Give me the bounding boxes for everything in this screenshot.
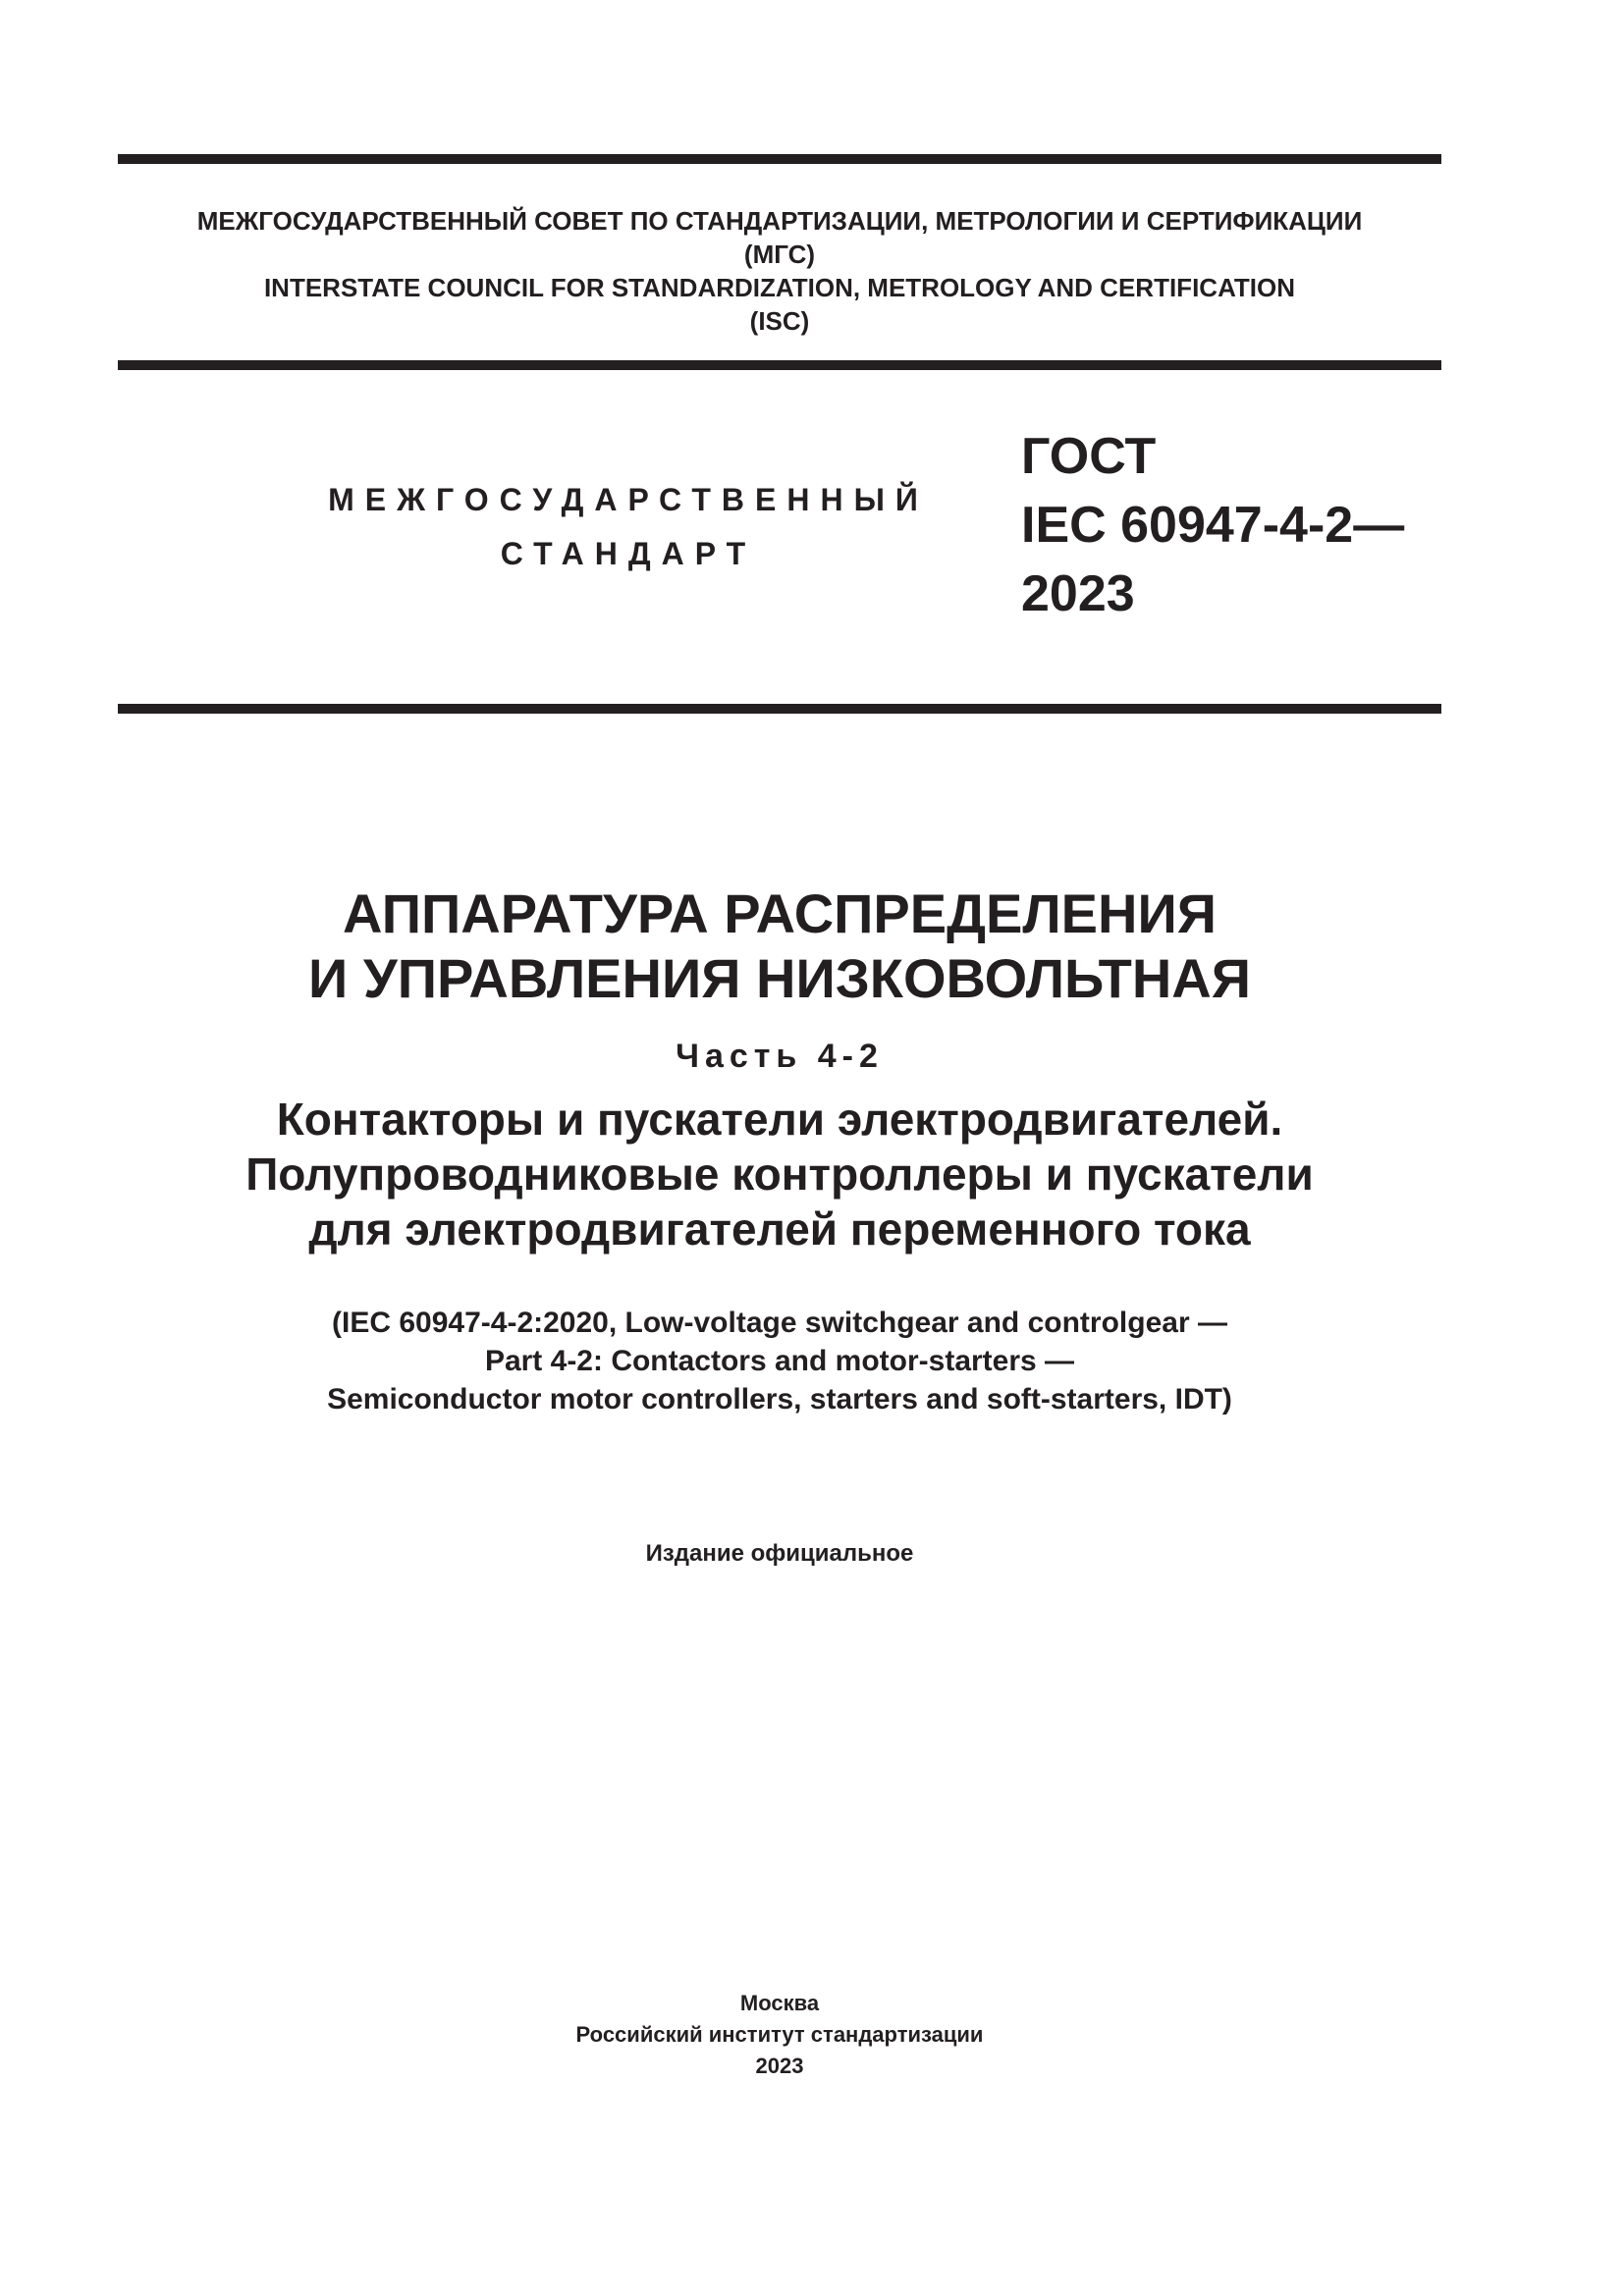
imprint-year: 2023 — [755, 2054, 804, 2078]
title-line1: АППАРАТУРА РАСПРЕДЕЛЕНИЯ — [343, 882, 1217, 944]
council-name-en: INTERSTATE COUNCIL FOR STANDARDIZATION, METROLOGY AND CERTIFICATION — [263, 273, 1296, 302]
council-abbr-en: (ISC) — [749, 306, 810, 336]
standard-kind — [285, 473, 972, 581]
imprint-city: Москва — [739, 1991, 820, 2015]
council-abbr-ru: (МГС) — [743, 240, 816, 269]
part-label: Часть 4-2 — [676, 1038, 884, 1075]
header-divider-rule — [118, 360, 1441, 370]
standard-designation — [1021, 422, 1443, 628]
iec-reference-line2: Part 4-2: Contactors and motor-starters — — [484, 1345, 1075, 1377]
top-rule — [118, 154, 1441, 164]
imprint-publisher: Российский институт стандартизации — [575, 2022, 984, 2047]
subtitle-line2: Полупроводниковые контроллеры и пускатели — [245, 1148, 1314, 1200]
standard-kind-line2: СТАНДАРТ — [500, 536, 757, 571]
council-header — [118, 204, 1441, 338]
standard-kind-line1: МЕЖГОСУДАРСТВЕННЫЙ — [328, 482, 929, 517]
designation-line1: ГОСТ — [1021, 428, 1157, 485]
iec-reference-line3: Semiconductor motor controllers, starters and soft-starters, IDT) — [327, 1383, 1232, 1415]
designation-line3: 2023 — [1021, 565, 1135, 622]
council-name-ru: МЕЖГОСУДАРСТВЕННЫЙ СОВЕТ ПО СТАНДАРТИЗАЦИИ, МЕТРОЛОГИИ И СЕРТИФИКАЦИИ — [196, 206, 1363, 236]
designation-line2: IEC 60947-4-2— — [1021, 497, 1405, 554]
iec-reference — [118, 1304, 1441, 1418]
iec-reference-line1: (IEC 60947-4-2:2020, Low-voltage switchgear and controlgear — — [332, 1307, 1227, 1339]
publisher-imprint — [118, 1988, 1441, 2082]
document-title — [118, 881, 1441, 1011]
edition-note: Издание официальное — [645, 1540, 914, 1567]
document-subtitle — [118, 1092, 1441, 1256]
subtitle-line1: Контакторы и пускатели электродвигателей. — [276, 1094, 1283, 1145]
title-line2: И УПРАВЛЕНИЯ НИЗКОВОЛЬТНАЯ — [308, 947, 1251, 1009]
designation-divider-rule — [118, 704, 1441, 714]
subtitle-line3: для электродвигателей переменного тока — [308, 1203, 1251, 1255]
